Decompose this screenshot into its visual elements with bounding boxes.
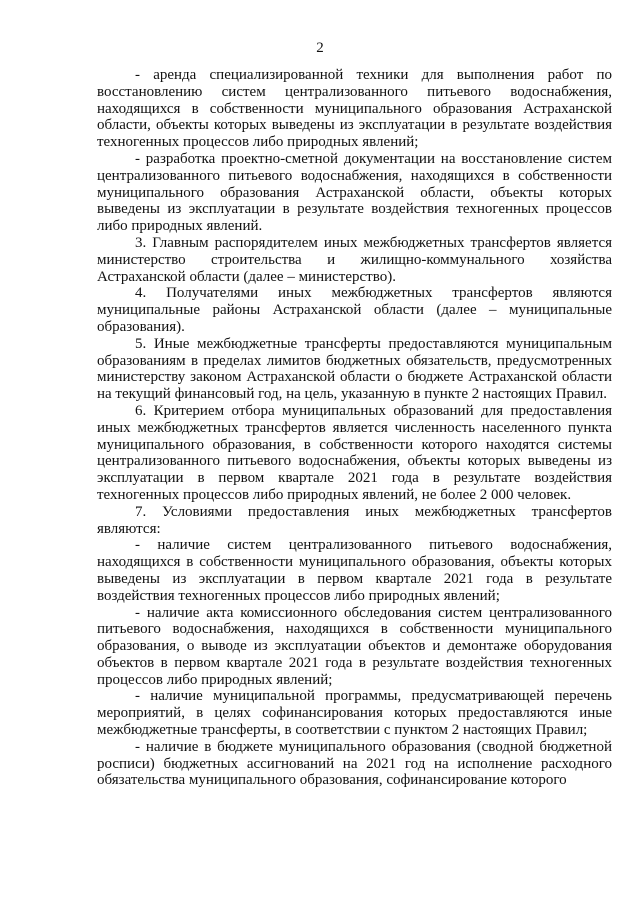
paragraph-condition-inspection-act: - наличие акта комиссионного обследования систем централизованного питьевого водоснабжения, находящихся в собственности муниципального образования, о выводе из эксплуатации объектов и демонтаже оборудования объектов в первом квартале 2021 года в результате воздействия техногенных процессов либо природных явлений; [97,604,612,688]
paragraph-equipment-rental: - аренда специализированной техники для выполнения работ по восстановлению систем централизованного питьевого водоснабжения, находящихся в собственности муниципального образования Астраханской области, объекты которых выведены из эксплуатации в результате воздействия техногенных процессов либо природных явлений; [97,67,612,151]
paragraph-clause-6: 6. Критерием отбора муниципальных образований для предоставления иных межбюджетных трансфертов является численность населенного пункта муниципального образования, в собственности которого находятся системы централизованного питьевого водоснабжения, объекты которых выведены из эксплуатации в первом квартале 2021 года в результате воздействия техногенных процессов либо природных явлений, не более 2 000 человек. [97,402,612,503]
paragraph-condition-municipal-program: - наличие муниципальной программы, предусматривающей перечень мероприятий, в целях софинансирования которых предоставляются иные межбюджетные трансферты, в соответствии с пунктом 2 настоящих Правил; [97,688,612,739]
paragraph-clause-4: 4. Получателями иных межбюджетных трансфертов являются муниципальные районы Астраханской области (далее – муниципальные образования). [97,285,612,335]
paragraph-condition-systems: - наличие систем централизованного питьевого водоснабжения, находящихся в собственности муниципального образования, объекты которых выведены из эксплуатации в первом квартале 2021 года в результате воздействия техногенных процессов либо природных явлений; [97,537,612,604]
paragraph-clause-5: 5. Иные межбюджетные трансферты предоставляются муниципальным образованиям в пределах лимитов бюджетных обязательств, предусмотренных министерству законом Астраханской области о бюджете Астраханской области на текущий финансовый год, на цель, указанную в пункте 2 настоящих Правил. [97,335,612,403]
paragraph-clause-7: 7. Условиями предоставления иных межбюджетных трансфертов являются: [97,503,612,537]
document-body [97,67,612,789]
paragraph-condition-budget-allocations: - наличие в бюджете муниципального образования (сводной бюджетной росписи) бюджетных ассигнований на 2021 год на исполнение расходного обязательства муниципального образования, софинансирование которого [97,738,612,789]
paragraph-design-documentation: - разработка проектно-сметной документации на восстановление систем централизованного питьевого водоснабжения, находящихся в собственности муниципального образования Астраханской области, объекты которых выведены из эксплуатации в результате воздействия техногенных процессов либо природных явлений. [97,150,612,235]
paragraph-clause-3: 3. Главным распорядителем иных межбюджетных трансфертов является министерство строительства и жилищно-коммунального хозяйства Астраханской области (далее – министерство). [97,234,612,285]
page-number: 2 [316,40,324,56]
